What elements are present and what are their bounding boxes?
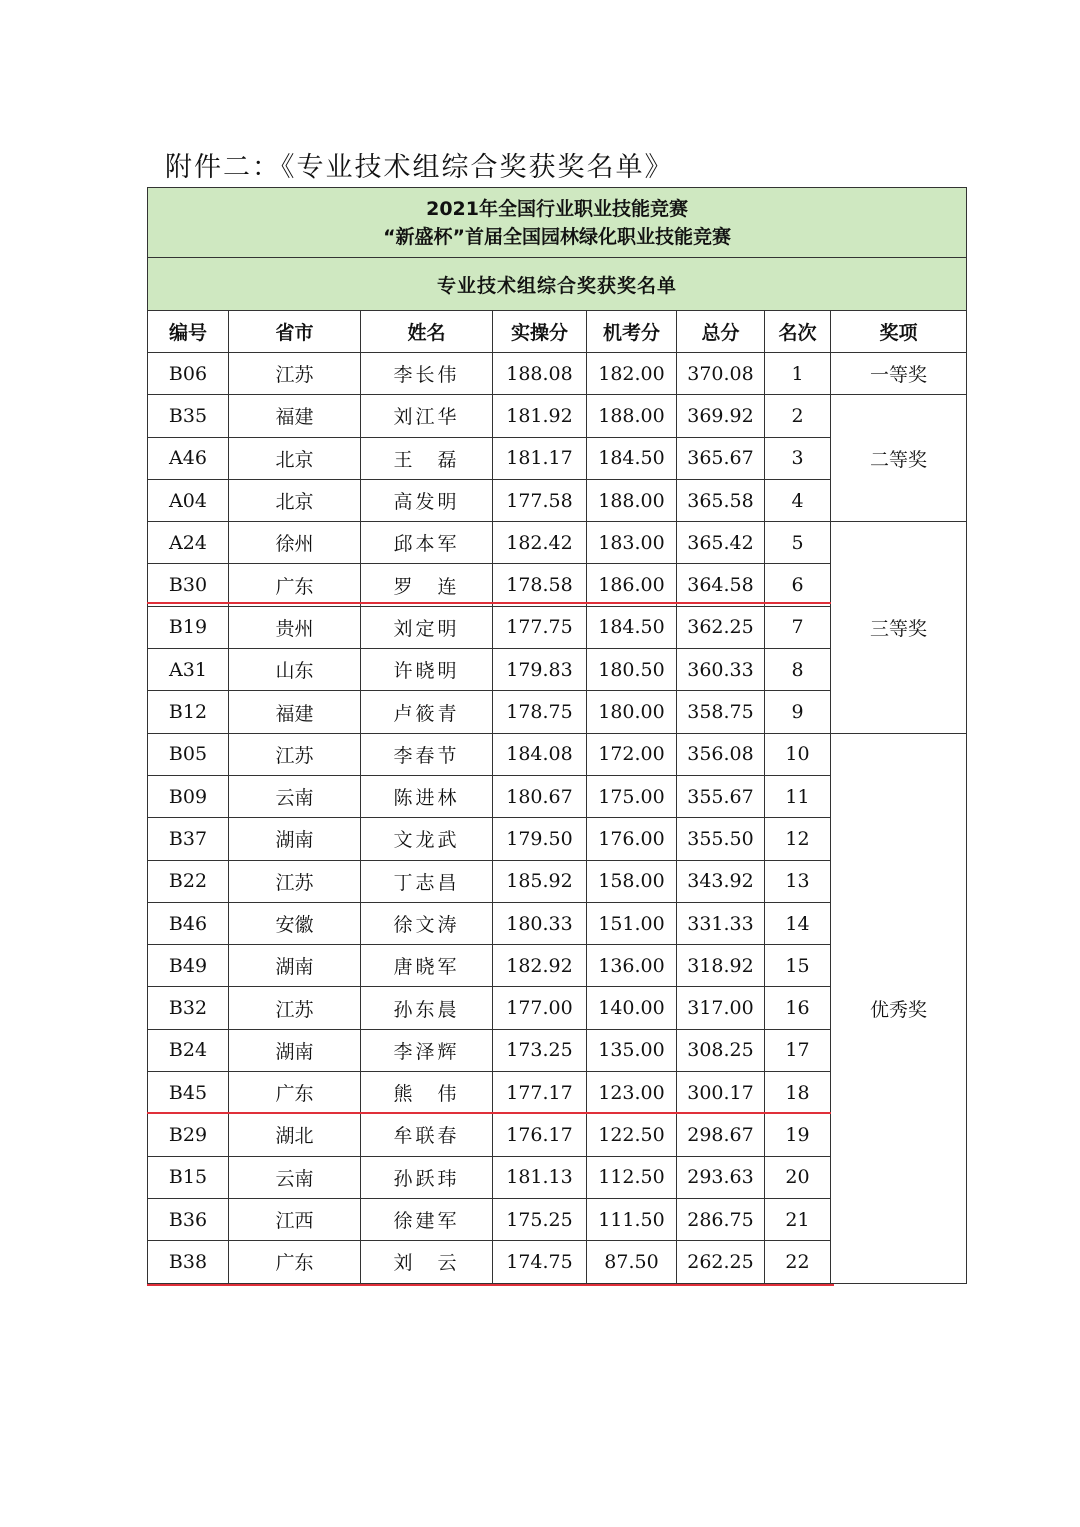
award-cell: 优秀奖 [831,733,967,1283]
row-rank: 20 [765,1156,831,1198]
row-province: 湖北 [229,1114,361,1156]
row-exam: 140.00 [587,987,677,1029]
table-title [148,188,967,258]
table-title-line2: “新盛杯”首届全国园林绿化职业技能竞赛 [383,225,732,248]
row-practical: 180.67 [493,775,587,817]
row-rank: 13 [765,860,831,902]
row-total: 308.25 [677,1029,765,1071]
row-practical: 181.92 [493,395,587,437]
row-name: 卢筱青 [361,691,493,733]
row-id: B32 [148,987,229,1029]
row-province: 湖南 [229,945,361,987]
header-id: 编号 [148,311,229,353]
row-name: 孙东晨 [361,987,493,1029]
row-practical: 177.17 [493,1072,587,1114]
table-title-line1: 2021年全国行业职业技能竞赛 [426,197,688,220]
row-total: 300.17 [677,1072,765,1114]
award-cell: 一等奖 [831,353,967,395]
row-rank: 18 [765,1072,831,1114]
row-total: 298.67 [677,1114,765,1156]
header-exam: 机考分 [587,311,677,353]
row-id: A24 [148,522,229,564]
row-exam: 158.00 [587,860,677,902]
row-practical: 176.17 [493,1114,587,1156]
row-practical: 181.17 [493,437,587,479]
row-rank: 12 [765,818,831,860]
row-rank: 6 [765,564,831,606]
row-total: 355.67 [677,775,765,817]
row-total: 286.75 [677,1198,765,1240]
row-id: B19 [148,606,229,648]
header-name: 姓名 [361,311,493,353]
row-total: 356.08 [677,733,765,775]
row-province: 江西 [229,1198,361,1240]
row-practical: 182.92 [493,945,587,987]
row-practical: 177.00 [493,987,587,1029]
row-rank: 11 [765,775,831,817]
row-total: 365.67 [677,437,765,479]
row-rank: 8 [765,649,831,691]
row-province: 贵州 [229,606,361,648]
row-province: 北京 [229,479,361,521]
row-rank: 7 [765,606,831,648]
row-exam: 123.00 [587,1072,677,1114]
row-name: 王 磊 [361,437,493,479]
row-exam: 151.00 [587,902,677,944]
row-name: 丁志昌 [361,860,493,902]
row-province: 云南 [229,775,361,817]
row-province: 广东 [229,564,361,606]
row-id: B29 [148,1114,229,1156]
row-id: B37 [148,818,229,860]
row-name: 李泽辉 [361,1029,493,1071]
row-id: B38 [148,1241,229,1283]
row-total: 360.33 [677,649,765,691]
row-practical: 184.08 [493,733,587,775]
row-exam: 176.00 [587,818,677,860]
row-province: 广东 [229,1072,361,1114]
row-name: 文龙武 [361,818,493,860]
row-exam: 188.00 [587,395,677,437]
row-province: 湖南 [229,818,361,860]
row-rank: 5 [765,522,831,564]
row-practical: 188.08 [493,353,587,395]
row-name: 刘定明 [361,606,493,648]
cutoff-line-rank22 [147,1284,834,1286]
row-exam: 172.00 [587,733,677,775]
row-name: 陈进林 [361,775,493,817]
row-practical: 175.25 [493,1198,587,1240]
row-name: 邱本军 [361,522,493,564]
row-practical: 185.92 [493,860,587,902]
row-id: A46 [148,437,229,479]
row-practical: 180.33 [493,902,587,944]
row-total: 364.58 [677,564,765,606]
row-id: B24 [148,1029,229,1071]
row-total: 369.92 [677,395,765,437]
header-award: 奖项 [831,311,967,353]
row-name: 熊 伟 [361,1072,493,1114]
table-row [148,733,967,775]
row-province: 徐州 [229,522,361,564]
row-province: 福建 [229,395,361,437]
row-practical: 178.58 [493,564,587,606]
row-name: 李春节 [361,733,493,775]
header-practical: 实操分 [493,311,587,353]
row-province: 广东 [229,1241,361,1283]
row-rank: 17 [765,1029,831,1071]
row-name: 唐晓军 [361,945,493,987]
row-id: B36 [148,1198,229,1240]
row-province: 江苏 [229,353,361,395]
row-rank: 2 [765,395,831,437]
row-rank: 19 [765,1114,831,1156]
row-id: B12 [148,691,229,733]
row-province: 云南 [229,1156,361,1198]
award-cell: 二等奖 [831,395,967,522]
row-rank: 16 [765,987,831,1029]
table-row [148,395,967,437]
award-cell: 三等奖 [831,522,967,733]
row-rank: 15 [765,945,831,987]
row-id: A04 [148,479,229,521]
row-exam: 183.00 [587,522,677,564]
row-exam: 136.00 [587,945,677,987]
row-name: 刘江华 [361,395,493,437]
row-id: B45 [148,1072,229,1114]
row-exam: 184.50 [587,437,677,479]
row-exam: 180.50 [587,649,677,691]
header-province: 省市 [229,311,361,353]
row-practical: 177.58 [493,479,587,521]
row-id: B09 [148,775,229,817]
attachment-title: 附件二：《专业技术组综合奖获奖名单》 [165,152,674,183]
table-header-row [148,311,967,353]
row-exam: 87.50 [587,1241,677,1283]
row-total: 358.75 [677,691,765,733]
row-practical: 178.75 [493,691,587,733]
row-name: 高发明 [361,479,493,521]
row-practical: 179.50 [493,818,587,860]
row-rank: 10 [765,733,831,775]
row-exam: 184.50 [587,606,677,648]
row-name: 刘 云 [361,1241,493,1283]
row-name: 徐建军 [361,1198,493,1240]
table-row [148,522,967,564]
row-rank: 14 [765,902,831,944]
row-name: 孙跃玮 [361,1156,493,1198]
row-total: 331.33 [677,902,765,944]
row-practical: 182.42 [493,522,587,564]
row-rank: 1 [765,353,831,395]
row-total: 370.08 [677,353,765,395]
row-practical: 181.13 [493,1156,587,1198]
row-province: 安徽 [229,902,361,944]
row-total: 318.92 [677,945,765,987]
row-province: 山东 [229,649,361,691]
row-exam: 112.50 [587,1156,677,1198]
row-exam: 175.00 [587,775,677,817]
row-name: 李长伟 [361,353,493,395]
row-total: 355.50 [677,818,765,860]
row-id: B46 [148,902,229,944]
row-total: 365.58 [677,479,765,521]
row-rank: 22 [765,1241,831,1283]
row-id: A31 [148,649,229,691]
row-practical: 179.83 [493,649,587,691]
row-id: B22 [148,860,229,902]
row-id: B05 [148,733,229,775]
row-total: 343.92 [677,860,765,902]
row-name: 许晓明 [361,649,493,691]
table-row [148,353,967,395]
cutoff-line-rank18 [147,1112,831,1114]
row-rank: 4 [765,479,831,521]
row-id: B15 [148,1156,229,1198]
cutoff-line-rank6 [147,602,831,604]
row-total: 365.42 [677,522,765,564]
row-practical: 173.25 [493,1029,587,1071]
row-province: 湖南 [229,1029,361,1071]
row-practical: 177.75 [493,606,587,648]
row-exam: 122.50 [587,1114,677,1156]
row-exam: 182.00 [587,353,677,395]
row-rank: 3 [765,437,831,479]
row-total: 262.25 [677,1241,765,1283]
row-total: 293.63 [677,1156,765,1198]
row-total: 362.25 [677,606,765,648]
row-rank: 9 [765,691,831,733]
award-table [147,187,967,1284]
row-exam: 180.00 [587,691,677,733]
row-province: 江苏 [229,987,361,1029]
row-id: B49 [148,945,229,987]
row-total: 317.00 [677,987,765,1029]
row-name: 徐文涛 [361,902,493,944]
row-province: 北京 [229,437,361,479]
row-id: B35 [148,395,229,437]
row-exam: 111.50 [587,1198,677,1240]
row-rank: 21 [765,1198,831,1240]
row-exam: 186.00 [587,564,677,606]
row-province: 福建 [229,691,361,733]
row-name: 罗 连 [361,564,493,606]
header-rank: 名次 [765,311,831,353]
row-name: 牟联春 [361,1114,493,1156]
row-province: 江苏 [229,860,361,902]
row-province: 江苏 [229,733,361,775]
row-exam: 188.00 [587,479,677,521]
row-exam: 135.00 [587,1029,677,1071]
row-id: B06 [148,353,229,395]
row-id: B30 [148,564,229,606]
table-subtitle: 专业技术组综合奖获奖名单 [148,258,967,311]
row-practical: 174.75 [493,1241,587,1283]
header-total: 总分 [677,311,765,353]
